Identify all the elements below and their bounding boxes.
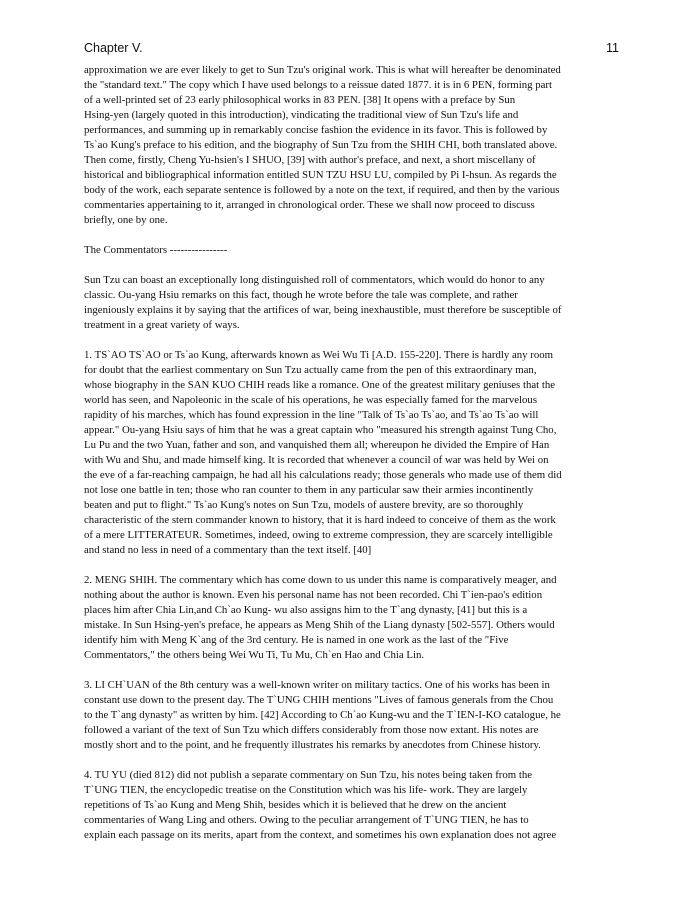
page-header: [84, 41, 619, 55]
paragraph-commentator-li-ch-uan: 3. LI CH`UAN of the 8th century was a well-known writer on military tactics. One of his works has been in constant use down to the present day. The T`UNG CHIH mentions "Lives of famous generals from the Chou to the T`ang dynasty" as written by him. [42] According to Ch`ao Kung-wu and the T`IEN-I-KO catalogue, he followed a variant of the text of Sun Tzu which differs considerably from those now extant. His notes are mostly short and to the point, and he frequently illustrates his remarks by anecdotes from Chinese history.: [84, 679, 561, 751]
chapter-title: Chapter V.: [84, 41, 143, 55]
section-heading-commentators: The Commentators ----------------: [84, 244, 228, 256]
paragraph-intro: approximation we are ever likely to get to Sun Tzu's original work. This is what will hereafter be denominated the "standard text." The copy which I have used belongs to a reissue dated 1877. it is in 6 PEN, forming part of a well-printed set of 23 early philosophical works in 83 PEN. [38] It opens with a preface by Sun Hsing-yen (largely quoted in this introduction), vindicating the traditional view of Sun Tzu's life and performances, and summing up in remarkably concise fashion the evidence in its favor. This is followed by Ts`ao Kung's preface to his edition, and the biography of Sun Tzu from the SHIH CHI, both translated above. Then come, firstly, Cheng Yu-hsien's I SHUO, [39] with author's preface, and next, a short miscellany of historical and bibliographical information entitled SUN TZU HSU LU, compiled by Pi I-hsun. As regards the body of the work, each separate sentence is followed by a note on the text, if required, and then by the various commentaries appertaining to it, arranged in chronological order. These we shall now proceed to discuss briefly, one by one.: [84, 64, 561, 226]
page-number: 11: [606, 41, 619, 55]
paragraph-commentator-ts-ao-ts-ao: 1. TS`AO TS`AO or Ts`ao Kung, afterwards known as Wei Wu Ti [A.D. 155-220]. There is hardly any room for doubt that the earliest commentary on Sun Tzu actually came from the pen of this extraordinary man, whose biography in the SAN KUO CHIH reads like a romance. One of the greatest military geniuses that the world has seen, and Napoleonic in the scale of his operations, he was especially famed for the marvelous rapidity of his marches, which has found expression in the line "Talk of Ts`ao Ts`ao, and Ts`ao Ts`ao will appear." Ou-yang Hsiu says of him that he was a great captain who "measured his strength against Tung Cho, Lu Pu and the two Yuan, father and son, and vanquished them all; whereupon he divided the Empire of Han with Wu and Shu, and made himself king. It is recorded that whenever a council of war was held by Wei on the eve of a far-reaching campaign, he had all his calculations ready; those generals who made use of them did not lose one battle in ten; those who ran counter to them in any particular saw their armies incontinently beaten and put to flight." Ts`ao Kung's notes on Sun Tzu, models of austere brevity, are so thoroughly characteristic of the stern commander known to history, that it is hard indeed to conceive of them as the work of a mere LITTERATEUR. Sometimes, indeed, owing to extreme compression, they are scarcely intelligible and stand no less in need of a commentary than the text itself. [40]: [84, 349, 562, 556]
body-text: [84, 63, 619, 843]
paragraph-commentator-tu-yu: 4. TU YU (died 812) did not publish a separate commentary on Sun Tzu, his notes being taken from the T`UNG TIEN, the encyclopedic treatise on the Constitution which was his life- work. They are largely repetitions of Ts`ao Kung and Meng Shih, besides which it is believed that he drew on the ancient commentaries of Wang Ling and others. Owing to the peculiar arrangement of T`UNG TIEN, he has to explain each passage on its merits, apart from the context, and sometimes his own explanation does not agree: [84, 769, 557, 841]
paragraph-commentator-meng-shih: 2. MENG SHIH. The commentary which has come down to us under this name is comparatively meager, and nothing about the author is known. Even his personal name has not been recorded. Chi T`ien-pao's edition places him after Chia Lin,and Ch`ao Kung- wu also assigns him to the T`ang dynasty, [41] but this is a mistake. In Sun Hsing-yen's preface, he appears as Meng Shih of the Liang dynasty [502-557]. Others would identify him with Meng K`ang of the 3rd century. He is named in one work as the last of the "Five Commentators," the others being Wei Wu Ti, Tu Mu, Ch`en Hao and Chia Lin.: [84, 574, 557, 661]
paragraph-commentators-overview: Sun Tzu can boast an exceptionally long distinguished roll of commentators, which would do honor to any classic. Ou-yang Hsiu remarks on this fact, though he wrote before the tale was complete, and rather ingeniously explains it by saying that the artifices of war, being inexhaustible, must therefore be susceptible of treatment in a great variety of ways.: [84, 274, 562, 331]
